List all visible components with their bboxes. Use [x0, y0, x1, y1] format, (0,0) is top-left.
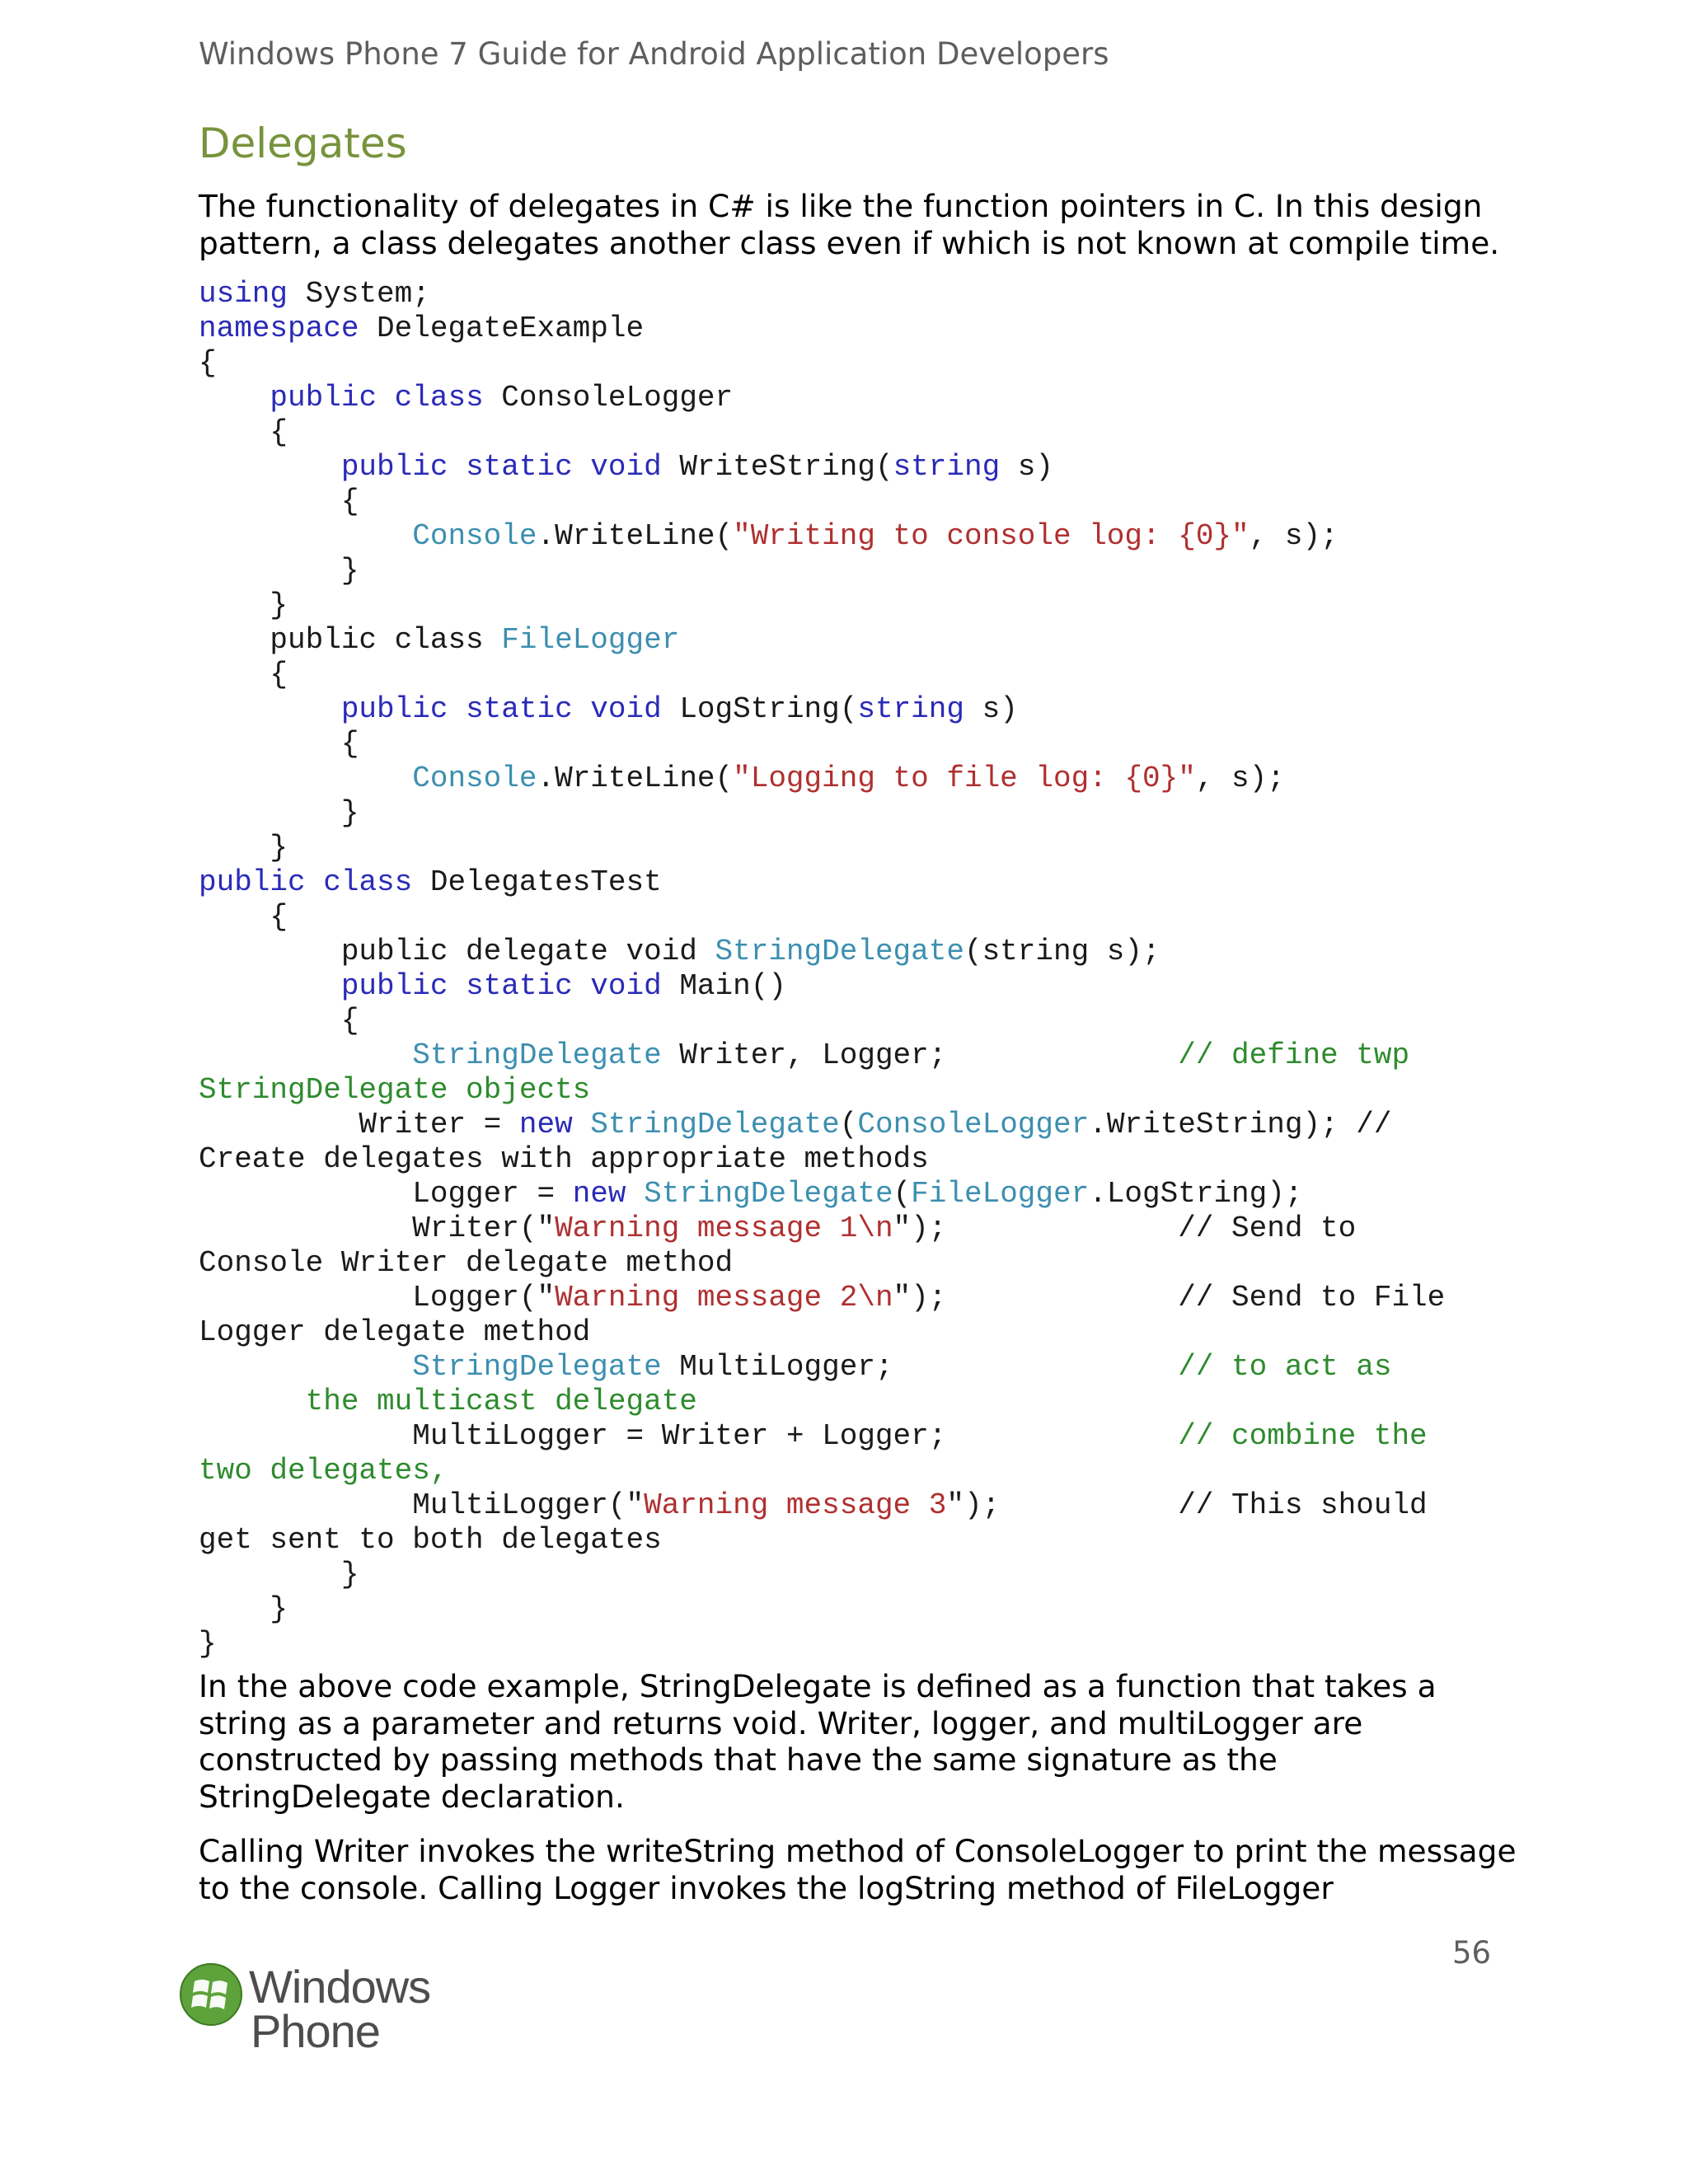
code-token: Create delegates with appropriate methods: [199, 1142, 929, 1176]
code-token: void: [590, 969, 662, 1003]
code-line: [199, 935, 1445, 969]
code-token: WriteString(: [661, 450, 893, 484]
code-token: Console Writer delegate method: [199, 1246, 734, 1280]
code-token: Writer =: [199, 1108, 519, 1141]
code-token: [199, 450, 341, 484]
code-token: StringDelegate objects: [199, 1073, 591, 1107]
code-line: [199, 1142, 1445, 1177]
code-token: [306, 865, 324, 899]
code-line: [199, 1038, 1445, 1073]
code-token: [448, 450, 466, 484]
code-line: [199, 969, 1445, 1004]
code-line: [199, 1108, 1445, 1142]
code-token: "); // Send to: [893, 1212, 1357, 1245]
code-token: ConsoleLogger: [483, 381, 734, 415]
code-token: new: [572, 1177, 626, 1211]
code-token: new: [518, 1108, 573, 1141]
code-line: [199, 554, 1445, 588]
code-line: [199, 588, 1445, 623]
code-line: [199, 1350, 1445, 1385]
code-token: MultiLogger;: [661, 1350, 1179, 1384]
code-token: [377, 381, 395, 415]
code-token: Writer(": [199, 1212, 556, 1245]
code-token: Writer, Logger;: [661, 1038, 1179, 1072]
code-token: static: [466, 692, 573, 726]
code-token: {: [199, 1004, 359, 1038]
code-token: Logger(": [199, 1281, 556, 1315]
code-line: [199, 277, 1445, 312]
code-token: Logger delegate method: [199, 1315, 591, 1349]
code-token: public delegate void: [199, 935, 715, 968]
code-token: Console: [412, 762, 537, 795]
code-token: {: [199, 485, 359, 518]
code-line: [199, 381, 1445, 415]
code-token: static: [466, 969, 573, 1003]
code-token: , s);: [1195, 762, 1285, 795]
code-line: [199, 1212, 1445, 1246]
code-line: [199, 900, 1445, 935]
code-line: [199, 1281, 1445, 1315]
code-token: public: [199, 865, 306, 899]
code-token: }: [199, 588, 288, 622]
code-token: [199, 692, 341, 726]
code-token: }: [199, 554, 359, 588]
code-token: [573, 1108, 591, 1141]
code-line: [199, 519, 1445, 554]
code-token: .WriteLine(: [537, 519, 734, 553]
code-token: public: [270, 381, 377, 415]
code-token: using: [199, 277, 288, 311]
code-token: [199, 762, 412, 795]
code-line: [199, 1419, 1445, 1454]
code-token: void: [590, 692, 662, 726]
page-number: 56: [1452, 1935, 1492, 1971]
code-line: [199, 312, 1445, 346]
code-token: the multicast delegate: [199, 1385, 697, 1418]
code-token: static: [466, 450, 573, 484]
code-token: , s);: [1249, 519, 1339, 553]
code-line: [199, 1315, 1445, 1350]
code-line: [199, 1488, 1445, 1523]
code-line: [199, 1592, 1445, 1627]
code-token: (string s);: [964, 935, 1160, 968]
code-token: [199, 381, 270, 415]
code-token: .WriteString); //: [1089, 1108, 1392, 1141]
code-token: s): [964, 692, 1018, 726]
logo-word-windows: Windows: [249, 1961, 431, 2013]
code-token: public class: [199, 623, 502, 657]
code-line: [199, 727, 1445, 762]
code-token: }: [199, 1627, 217, 1661]
code-token: [448, 692, 466, 726]
code-token: (: [839, 1108, 858, 1141]
code-line: [199, 1558, 1445, 1592]
code-token: Warning message 2\n: [555, 1281, 893, 1315]
code-token: FileLogger: [501, 623, 680, 657]
code-token: MultiLogger(": [199, 1488, 645, 1522]
windows-flag-icon: [180, 1963, 242, 2026]
windows-phone-logo: [180, 1963, 443, 2059]
code-token: "Writing to console log: {0}": [733, 519, 1250, 553]
code-line: [199, 1246, 1445, 1281]
code-token: {: [199, 346, 217, 380]
code-token: // to act as: [1178, 1350, 1392, 1384]
code-token: Logger =: [199, 1177, 573, 1211]
code-line: [199, 1073, 1445, 1108]
intro-paragraph: The functionality of delegates in C# is like the function pointers in C. In this design pattern, a class delegates another class even if which is not known at compile time.: [199, 188, 1500, 261]
code-token: MultiLogger = Writer + Logger;: [199, 1419, 1179, 1453]
code-token: // combine the: [1178, 1419, 1428, 1453]
code-token: public: [340, 450, 448, 484]
section-title: Delegates: [199, 120, 407, 167]
code-token: [573, 692, 591, 726]
code-line: [199, 658, 1445, 692]
code-token: [199, 519, 412, 553]
code-token: Warning message 3: [644, 1488, 947, 1522]
code-token: "); // This should: [946, 1488, 1428, 1522]
code-line: [199, 762, 1445, 796]
code-token: // define twp: [1178, 1038, 1410, 1072]
code-token: {: [199, 415, 288, 449]
code-token: DelegateExample: [359, 312, 645, 345]
code-token: void: [590, 450, 662, 484]
code-token: [199, 1350, 412, 1384]
code-token: }: [199, 796, 359, 830]
code-line: [199, 1523, 1445, 1558]
code-token: StringDelegate: [715, 935, 964, 968]
code-line: [199, 865, 1445, 900]
code-block: [199, 277, 1445, 1661]
code-token: (: [893, 1177, 912, 1211]
code-token: class: [323, 865, 413, 899]
code-line: [199, 415, 1445, 450]
code-token: .LogString);: [1089, 1177, 1303, 1211]
code-token: Main(): [661, 969, 786, 1003]
code-token: public: [340, 692, 448, 726]
code-token: [573, 969, 591, 1003]
code-line: [199, 1004, 1445, 1038]
running-header: Windows Phone 7 Guide for Android Application Developers: [199, 36, 1109, 72]
code-token: }: [199, 831, 288, 865]
code-token: [626, 1177, 645, 1211]
code-line: [199, 346, 1445, 381]
code-token: "Logging to file log: {0}": [733, 762, 1196, 795]
code-token: get sent to both delegates: [199, 1523, 662, 1557]
code-token: StringDelegate: [590, 1108, 840, 1141]
code-token: StringDelegate: [644, 1177, 893, 1211]
code-token: string: [857, 692, 964, 726]
code-line: [199, 485, 1445, 519]
code-token: {: [199, 900, 288, 934]
code-token: [448, 969, 466, 1003]
code-line: [199, 1454, 1445, 1488]
code-line: [199, 623, 1445, 658]
code-line: [199, 692, 1445, 727]
code-token: }: [199, 1558, 359, 1591]
explanation-paragraph-continued: Calling Writer invokes the writeString method of ConsoleLogger to print the message to the console. Calling Logger invokes the logString method of FileLogger: [199, 1833, 1517, 1906]
code-token: {: [199, 727, 359, 761]
code-token: class: [394, 381, 484, 415]
code-token: StringDelegate: [412, 1350, 662, 1384]
code-token: .WriteLine(: [537, 762, 734, 795]
code-token: System;: [288, 277, 430, 311]
code-token: string: [893, 450, 1001, 484]
code-token: DelegatesTest: [412, 865, 662, 899]
code-token: {: [199, 658, 288, 691]
code-line: [199, 450, 1445, 485]
code-token: [199, 1038, 412, 1072]
code-token: }: [199, 1592, 288, 1626]
code-token: StringDelegate: [412, 1038, 662, 1072]
code-token: Console: [412, 519, 537, 553]
code-token: two delegates,: [199, 1454, 448, 1488]
code-line: [199, 831, 1445, 865]
code-token: ConsoleLogger: [857, 1108, 1090, 1141]
code-token: s): [1000, 450, 1054, 484]
code-line: [199, 1385, 1445, 1419]
code-token: namespace: [199, 312, 359, 345]
code-token: [573, 450, 591, 484]
logo-word-phone: Phone: [251, 2005, 380, 2057]
code-token: Warning message 1\n: [555, 1212, 893, 1245]
code-token: [199, 969, 341, 1003]
explanation-paragraph: In the above code example, StringDelegate is defined as a function that takes a string as a parameter and returns void. Writer, logger, and multiLogger are constructed by passing methods that have the same signature as the StringDelegate declaration.: [199, 1668, 1437, 1815]
code-token: FileLogger: [911, 1177, 1090, 1211]
code-token: "); // Send to File: [893, 1281, 1446, 1315]
code-line: [199, 796, 1445, 831]
code-line: [199, 1627, 1445, 1661]
code-token: public: [340, 969, 448, 1003]
code-line: [199, 1177, 1445, 1212]
code-token: LogString(: [661, 692, 858, 726]
